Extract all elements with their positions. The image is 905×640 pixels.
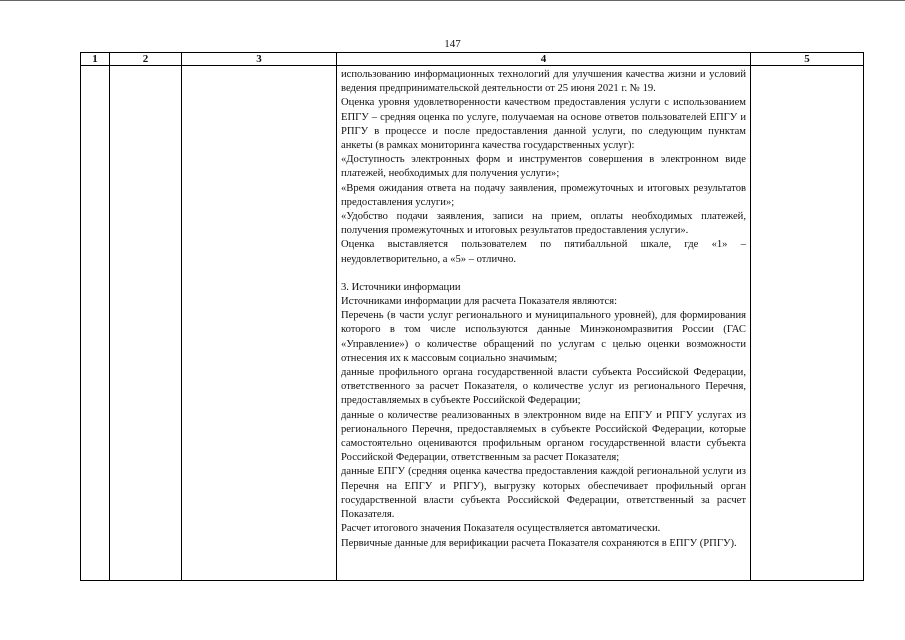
column-header-2: 2 [110, 53, 182, 66]
paragraph-spacer [341, 267, 746, 281]
paragraph: «Доступность электронных форм и инструментов совершения в электронном виде платежей, необходимых для получения услуги»; [341, 154, 746, 180]
table-row [81, 66, 864, 581]
cell-col-1 [81, 66, 110, 581]
cell-col-3 [182, 66, 337, 581]
paragraph: данные профильного органа государственной власти субъекта Российской Федерации, ответственного за расчет Показателя, о количестве услуг из регионального Перечня, предоставляемых в субъекте Российской Федерации; [341, 367, 746, 407]
paragraph: Оценка выставляется пользователем по пятибалльной шкале, где «1» – неудовлетворительно, а «5» – отлично. [341, 239, 746, 265]
paragraph: «Время ожидания ответа на подачу заявления, промежуточных и итоговых результатов предоставления услуги»; [341, 182, 746, 208]
paragraph: использованию информационных технологий для улучшения качества жизни и условий ведения предпринимательской деятельности от 25 июня 2021 г. № 19. [341, 69, 746, 95]
column-header-4: 4 [337, 53, 751, 66]
column-header-3: 3 [182, 53, 337, 66]
page-number: 147 [444, 38, 461, 50]
paragraph: данные ЕПГУ (средняя оценка качества предоставления каждой региональной услуги из Перечня на ЕПГУ и РПГУ), выгрузку которых обеспечивает профильный орган государственной власти субъекта Российской Федерации, ответственный за расчет Показателя. [341, 466, 746, 521]
cell-col-5 [751, 66, 864, 581]
cell-col-2 [110, 66, 182, 581]
scan-top-edge [0, 0, 905, 5]
paragraph: Оценка уровня удовлетворенности качеством предоставления услуги с использованием ЕПГУ – средняя оценка по услуге, получаемая на основе ответов пользователей ЕПГУ и РПГУ в процессе и после предоставления данной услуги, по следующим пунктам анкеты (в рамках мониторинга качества государственных услуг): [341, 97, 746, 152]
paragraph: данные о количестве реализованных в электронном виде на ЕПГУ и РПГУ услугах из регионального Перечня, предоставляемых в субъекте Российской Федерации, которые самостоятельно оцениваются профильным органом государственной власти субъекта Российской Федерации, ответственным за расчет Показателя; [341, 409, 746, 464]
document-table [80, 52, 864, 581]
column-header-5: 5 [751, 53, 864, 66]
paragraph: «Удобство подачи заявления, записи на прием, оплаты необходимых платежей, получения промежуточных и итоговых результатов предоставления услуги». [341, 211, 746, 237]
table-header-row [81, 53, 864, 66]
paragraph: Источниками информации для расчета Показателя являются: [341, 296, 618, 308]
cell-col-4-content [337, 66, 751, 581]
paragraph: Расчет итогового значения Показателя осуществляется автоматически. [341, 523, 661, 535]
paragraph: Первичные данные для верификации расчета Показателя сохраняются в ЕПГУ (РПГУ). [341, 537, 737, 549]
paragraph: Перечень (в части услуг регионального и муниципального уровней), для формирования которого в том числе используются данные Минэкономразвития России (ГАС «Управление») о количестве обращений по услугам с целью оценки возможности отнесения их к массовым социально значимым; [341, 310, 746, 364]
section-heading: 3. Источники информации [341, 281, 461, 293]
column-header-1: 1 [81, 53, 110, 66]
